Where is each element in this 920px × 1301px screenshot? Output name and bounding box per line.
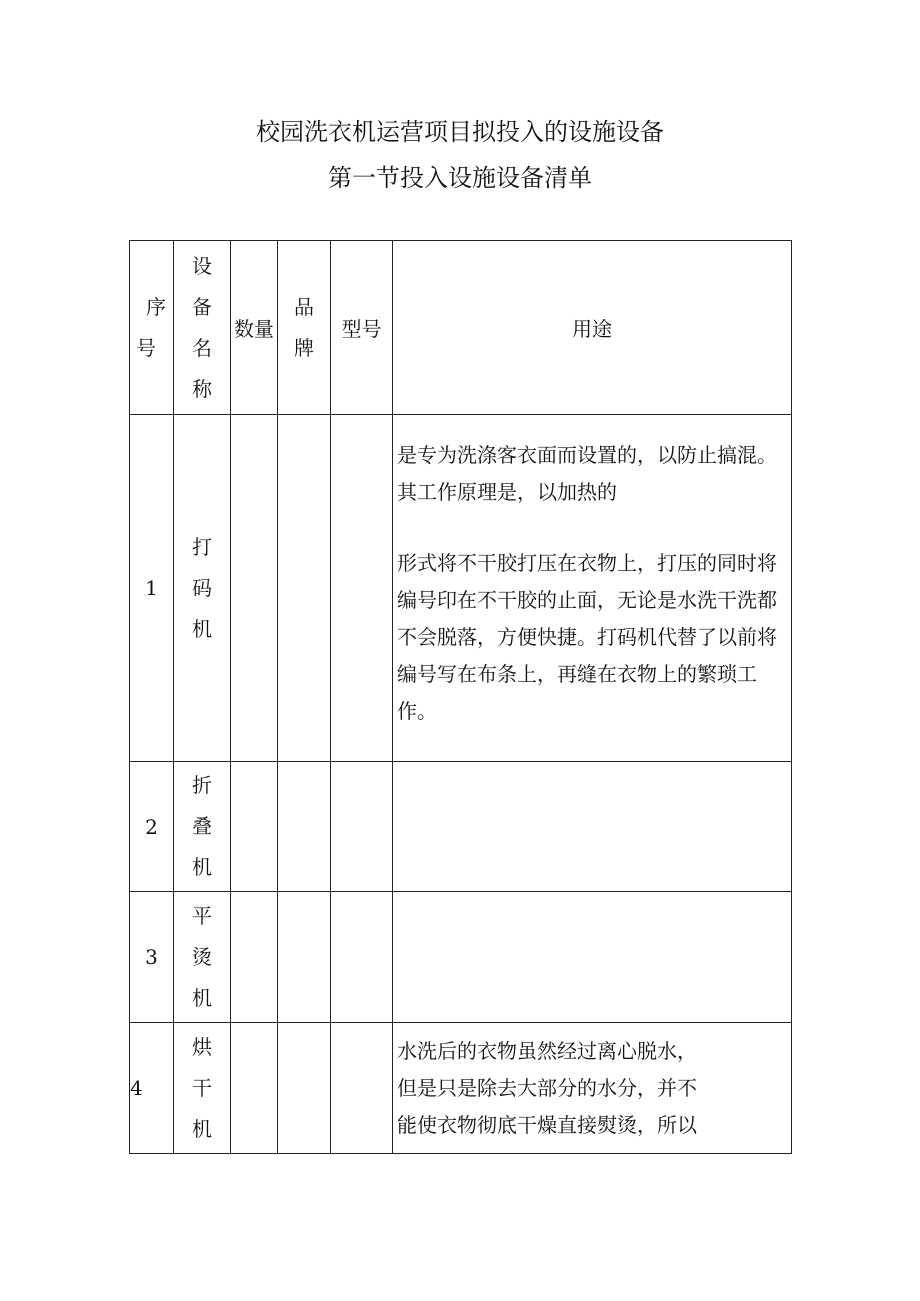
row-equipment-name: 烘干机 [174, 1023, 231, 1154]
document-title: 校园洗衣机运营项目拟投入的设施设备 [256, 118, 664, 146]
header-brand: 品牌 [278, 241, 331, 415]
table-row [130, 762, 792, 892]
equipment-table [129, 240, 792, 1154]
row-quantity [231, 892, 278, 1023]
row-brand [278, 1023, 331, 1154]
row-usage [393, 892, 792, 1023]
header-seq: 序 号 [130, 241, 174, 415]
row-model [331, 892, 393, 1023]
header-usage: 用途 [393, 241, 792, 415]
row-brand [278, 892, 331, 1023]
row-seq: 2 [130, 762, 174, 892]
row-usage [393, 1023, 792, 1154]
row-brand [278, 762, 331, 892]
row-seq: 1 [130, 415, 174, 762]
row-equipment-name: 平烫机 [174, 892, 231, 1023]
header-model: 型号 [331, 241, 393, 415]
row-quantity [231, 762, 278, 892]
row-seq: 3 [130, 892, 174, 1023]
row-seq: 4 [130, 1023, 174, 1154]
usage-line: 能使衣物彻底干燥直接熨烫，所以 [397, 1113, 697, 1137]
row-quantity [231, 415, 278, 762]
usage-paragraph: 是专为洗涤客衣面而设置的，以防止搞混。其工作原理是，以加热的 [397, 443, 777, 504]
row-model [331, 415, 393, 762]
row-usage [393, 415, 792, 762]
header-quantity: 数量 [231, 241, 278, 415]
table-row [130, 1023, 792, 1154]
row-model [331, 1023, 393, 1154]
row-brand [278, 415, 331, 762]
table-row [130, 415, 792, 762]
row-equipment-name: 打码机 [174, 415, 231, 762]
usage-line: 但是只是除去大部分的水分，并不 [397, 1076, 697, 1100]
table-row [130, 892, 792, 1023]
usage-line: 水洗后的衣物虽然经过离心脱水， [397, 1039, 697, 1063]
header-equipment-name: 设备名称 [174, 241, 231, 415]
row-equipment-name: 折叠机 [174, 762, 231, 892]
row-model [331, 762, 393, 892]
usage-paragraph: 形式将不干胶打压在衣物上，打压的同时将编号印在不干胶的止面，无论是水洗干洗都不会脱落，方便快捷。打码机代替了以前将编号写在布条上，再缝在衣物上的繁琐工作。 [397, 551, 777, 723]
row-quantity [231, 1023, 278, 1154]
row-usage [393, 762, 792, 892]
table-header-row [130, 241, 792, 415]
section-subtitle: 第一节投入设施设备清单 [328, 164, 592, 192]
